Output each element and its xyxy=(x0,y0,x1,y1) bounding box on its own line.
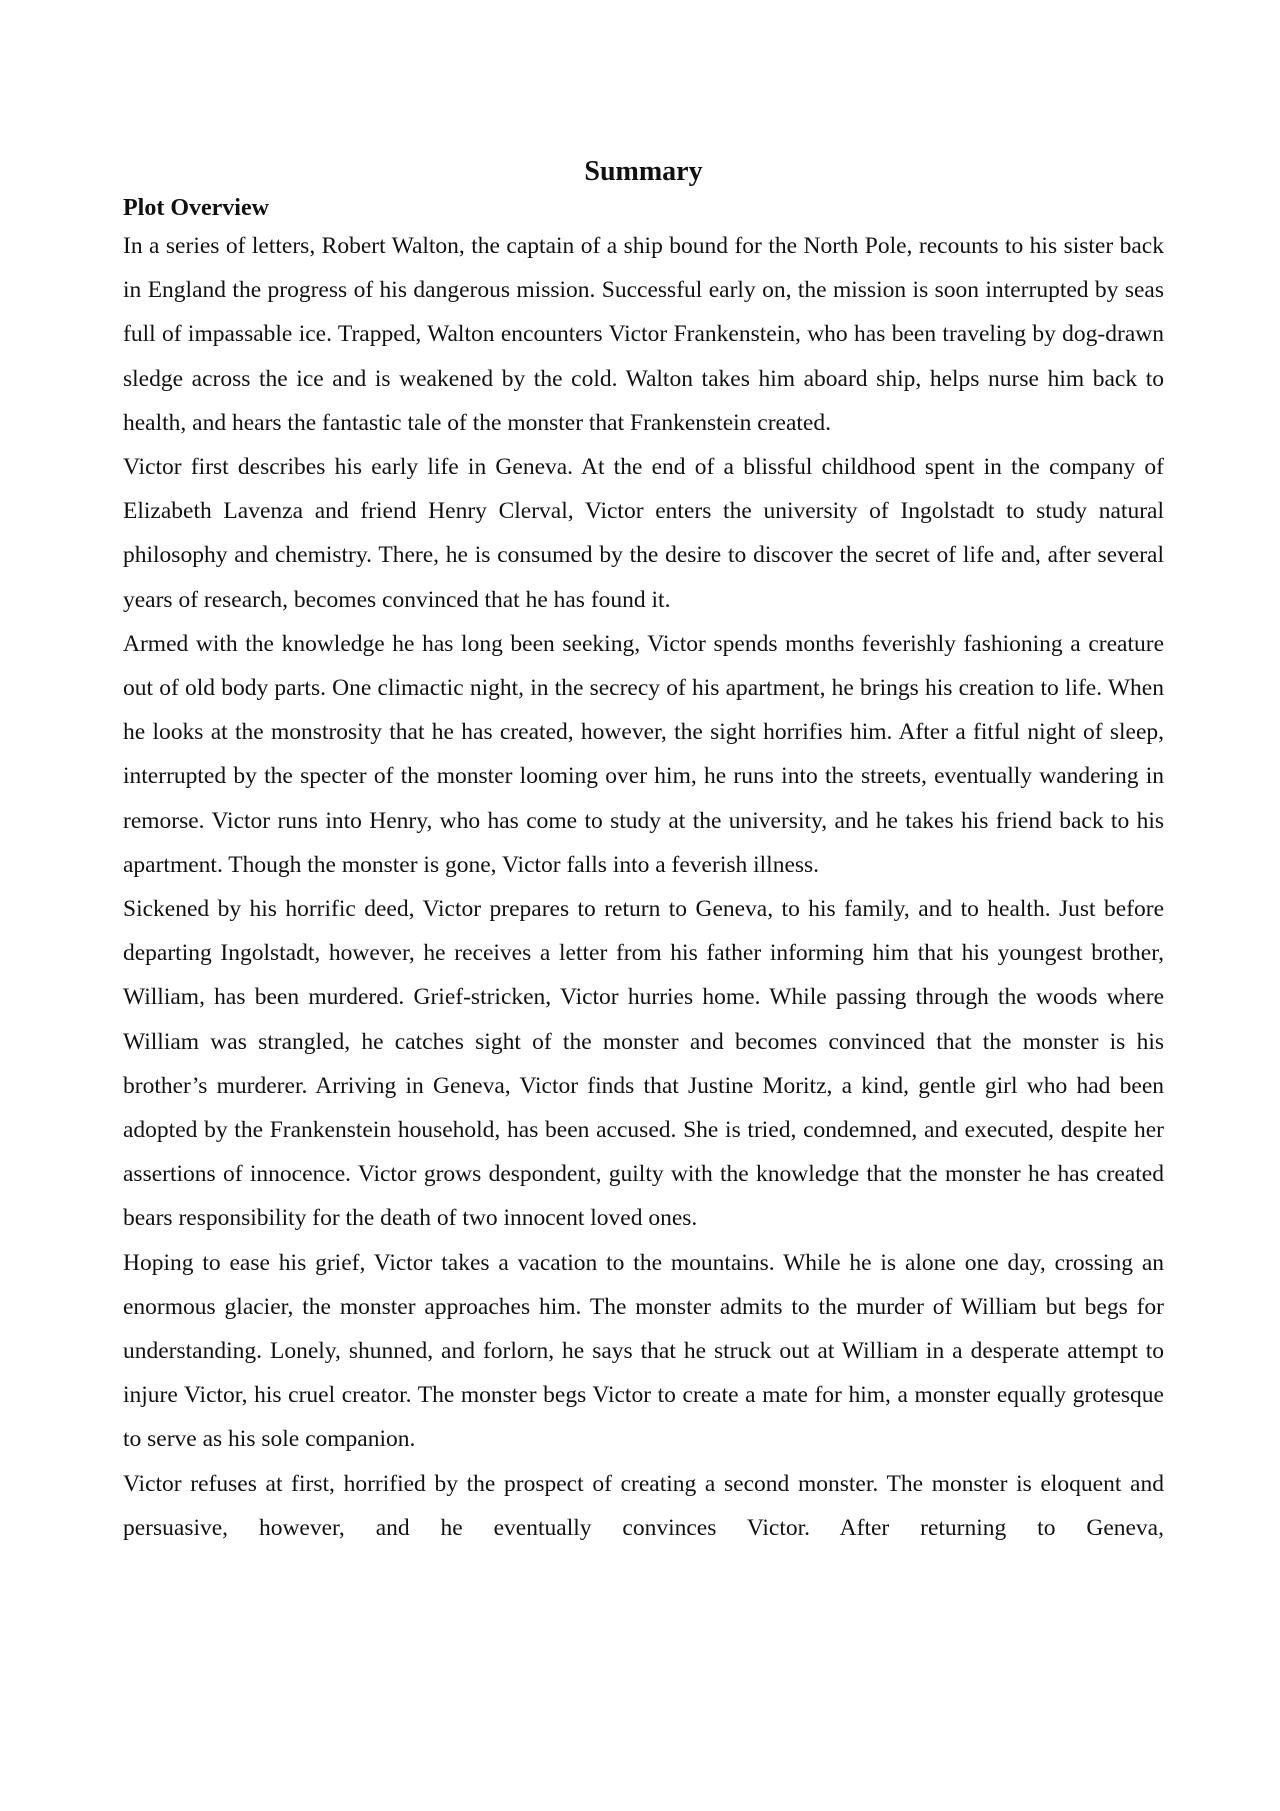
paragraph: Victor refuses at first, horrified by the prospect of creating a second monster. The monster is eloquent and persuasive, however, and he eventually convinces Victor. After returning to Geneva, xyxy=(123,1470,1164,1541)
paragraph: Victor first describes his early life in Geneva. At the end of a blissful childhood spent in the company of Elizabeth Lavenza and friend Henry Clerval, Victor enters the university of Ingolstadt to study natural philosophy and chemistry. There, he is consumed by the desire to discover the secret of life and, after several years of research, becomes convinced that he has found it. xyxy=(123,454,1164,613)
paragraph: Hoping to ease his grief, Victor takes a vacation to the mountains. While he is alone one day, crossing an enormous glacier, the monster approaches him. The monster admits to the murder of William but begs for understanding. Lonely, shunned, and forlorn, he says that he struck out at William in a desperate attempt to injure Victor, his cruel creator. The monster begs Victor to create a mate for him, a monster equally grotesque to serve as his sole companion. xyxy=(123,1249,1164,1453)
document-page xyxy=(123,152,1164,1550)
paragraph: Armed with the knowledge he has long been seeking, Victor spends months feverishly fashioning a creature out of old body parts. One climactic night, in the secrecy of his apartment, he brings his creation to life. When he looks at the monstrosity that he has created, however, the sight horrifies him. After a fitful night of sleep, interrupted by the specter of the monster looming over him, he runs into the streets, eventually wandering in remorse. Victor runs into Henry, who has come to study at the university, and he takes his friend back to his apartment. Though the monster is gone, Victor falls into a feverish illness. xyxy=(123,630,1164,878)
paragraph: In a series of letters, Robert Walton, the captain of a ship bound for the North Pole, recounts to his sister back in England the progress of his dangerous mission. Successful early on, the mission is soon interrupted by seas full of impassable ice. Trapped, Walton encounters Victor Frankenstein, who has been traveling by dog-drawn sledge across the ice and is weakened by the cold. Walton takes him aboard ship, helps nurse him back to health, and hears the fantastic tale of the monster that Frankenstein created. xyxy=(123,233,1164,436)
paragraph: Sickened by his horrific deed, Victor prepares to return to Geneva, to his family, and to health. Just before departing Ingolstadt, however, he receives a letter from his father informing him that his youngest brother, William, has been murdered. Grief-stricken, Victor hurries home. While passing through the woods where William was strangled, he catches sight of the monster and becomes convinced that the monster is his brother’s murderer. Arriving in Geneva, Victor finds that Justine Moritz, a kind, gentle girl who had been adopted by the Frankenstein household, has been accused. She is tried, condemned, and executed, despite her assertions of innocence. Victor grows despondent, guilty with the knowledge that the monster he has created bears responsibility for the death of two innocent loved ones. xyxy=(123,896,1164,1232)
section-heading: Plot Overview xyxy=(123,195,269,221)
page-title: Summary xyxy=(584,156,703,187)
